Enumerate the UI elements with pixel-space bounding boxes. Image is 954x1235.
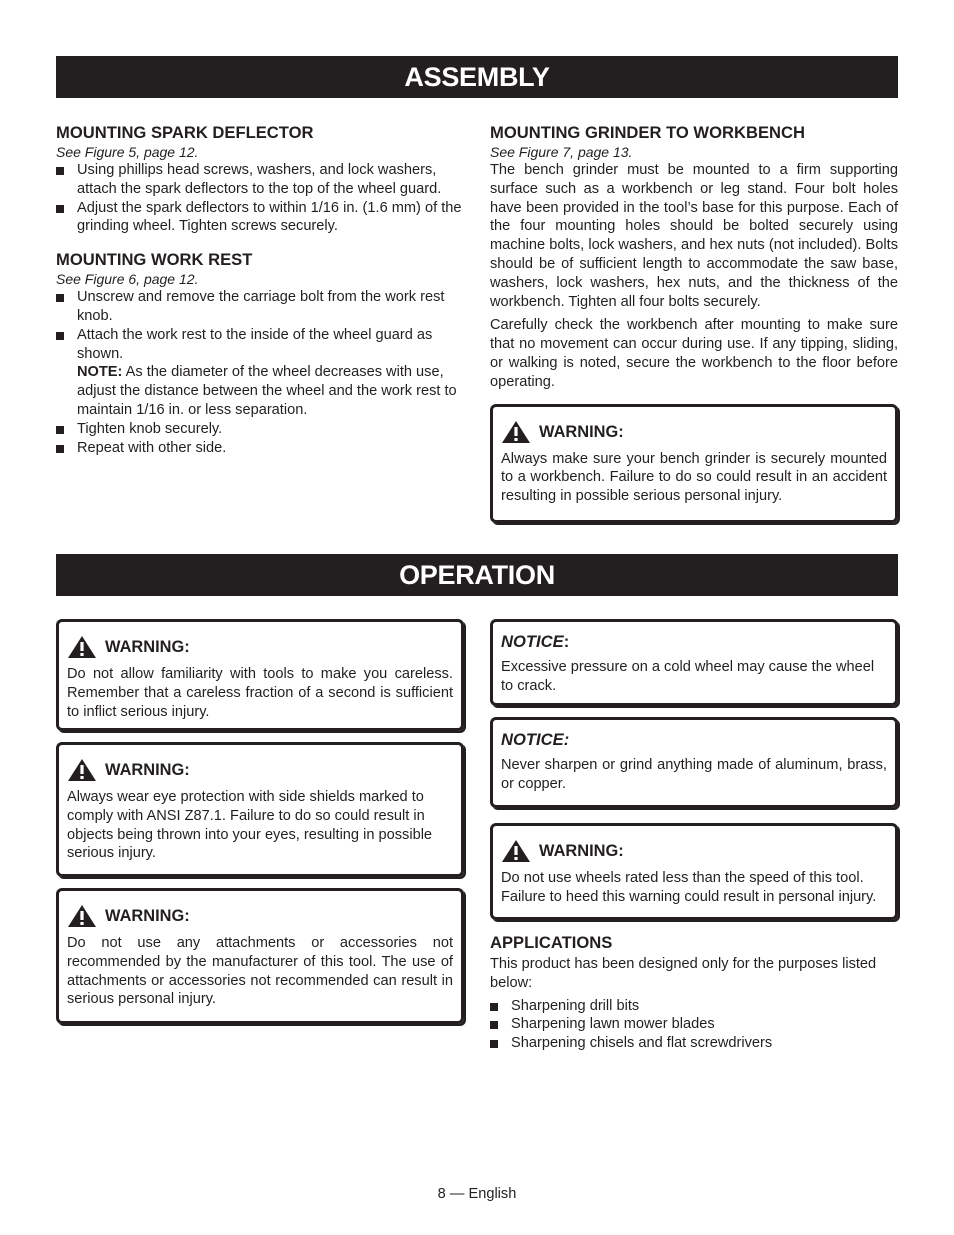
workbench-paragraph-2: Carefully check the workbench after mounting to make sure that no movement can occur during use. If any tipping, sliding, or walking is noted, secure the workbench to the floor before operating. (490, 317, 898, 390)
warning-box-attachments (56, 888, 464, 1024)
warning-text: Do not allow familiarity with tools to make you careless. Remember that a careless fraction of a second is sufficient to inflict serious injury. (67, 666, 453, 720)
warning-box-wheel-speed (490, 823, 898, 920)
warning-triangle-icon (67, 758, 97, 782)
list-item: Sharpening drill bits (490, 997, 898, 1016)
warning-text: Always make sure your bench grinder is securely mounted to a workbench. Failure to do so could result in an accident resulting in possible serious personal injury. (501, 450, 887, 505)
assembly-banner: ASSEMBLY (56, 56, 898, 98)
operation-left-column (56, 619, 464, 1024)
warning-label: WARNING: (105, 638, 190, 656)
warning-header (501, 839, 887, 863)
warning-header (67, 635, 453, 659)
notice-header (501, 631, 887, 653)
warning-label: WARNING: (105, 761, 190, 779)
workbench-warning-box (490, 404, 898, 523)
warning-triangle-icon (501, 839, 531, 863)
warning-header (67, 904, 453, 928)
list-item: Tighten knob securely. (56, 420, 464, 439)
warning-triangle-icon (67, 635, 97, 659)
list-item: Unscrew and remove the carriage bolt from the work rest knob. (56, 288, 464, 326)
note-label: NOTE: (77, 364, 123, 381)
list-item: Sharpening chisels and flat screwdrivers (490, 1034, 898, 1053)
list-item: Using phillips head screws, washers, and lock washers, attach the spark deflectors to the top of the wheel guard. (56, 161, 464, 199)
notice-colon: : (563, 632, 570, 651)
workbench-paragraph-1: The bench grinder must be mounted to a firm supporting surface such as a workbench or leg stand. Four bolt holes have been provided in the tool’s base for this purpose. Each of the four mounting holes should be bolted securely using machine bolts, lock washers, and hex nuts (not included). Bolts should be of sufficient length to accommodate the saw base, washers, lock washers, hex nuts, and the thickness of the workbench. Tighten all four bolts securely. (490, 162, 898, 310)
notice-label: NOTICE (501, 632, 564, 651)
notice-box-aluminum (490, 717, 898, 808)
warning-box-familiarity (56, 619, 464, 731)
workbench-heading: MOUNTING GRINDER TO WORKBENCH (490, 123, 805, 142)
warning-header (67, 758, 453, 782)
warning-text: Do not use any attachments or accessories not recommended by the manufacturer of this tool. The use of attachments or accessories not recommended can result in serious personal injury. (67, 935, 453, 1008)
list-item: Sharpening lawn mower blades (490, 1015, 898, 1034)
list-item: Attach the work rest to the inside of the wheel guard as shown. (56, 326, 464, 364)
notice-label: NOTICE: (501, 730, 570, 749)
warning-triangle-icon (501, 420, 531, 444)
operation-right-column (490, 619, 898, 1053)
warning-label: WARNING: (539, 422, 624, 441)
warning-text: Do not use wheels rated less than the speed of this tool. Failure to heed this warning could result in personal injury. (501, 870, 877, 905)
list-item: Adjust the spark deflectors to within 1/16 in. (1.6 mm) of the grinding wheel. Tighten screws securely. (56, 199, 464, 237)
warning-header (501, 420, 887, 444)
list-item: Repeat with other side. (56, 439, 464, 458)
applications-intro: This product has been designed only for the purposes listed below: (490, 956, 877, 991)
page-footer: 8 — English (437, 1186, 517, 1202)
spark-deflector-heading: MOUNTING SPARK DEFLECTOR (56, 123, 314, 142)
notice-box-cold-wheel (490, 619, 898, 706)
notice-text: Never sharpen or grind anything made of aluminum, brass, or copper. (501, 757, 887, 792)
assembly-right-column (490, 123, 898, 523)
note-text: As the diameter of the wheel decreases with use, adjust the distance between the wheel and the work rest to maintain 1/16 in. or less separation. (77, 364, 457, 418)
warning-label: WARNING: (105, 907, 190, 925)
warning-triangle-icon (67, 904, 97, 928)
workbench-ref: See Figure 7, page 13. (490, 144, 633, 160)
assembly-left-column (56, 123, 464, 457)
applications-heading: APPLICATIONS (490, 933, 613, 952)
operation-banner: OPERATION (56, 554, 898, 596)
spark-deflector-ref: See Figure 5, page 12. (56, 144, 199, 160)
warning-label: WARNING: (539, 842, 624, 860)
work-rest-ref: See Figure 6, page 12. (56, 271, 199, 288)
warning-text: Always wear eye protection with side shields marked to comply with ANSI Z87.1. Failure to do so could result in objects being thrown into your eyes, resulting in possible serious injury. (67, 789, 433, 862)
work-rest-note (56, 363, 464, 419)
notice-text: Excessive pressure on a cold wheel may cause the wheel to crack. (501, 659, 875, 694)
warning-box-eye-protection (56, 742, 464, 877)
work-rest-heading: MOUNTING WORK REST (56, 250, 253, 270)
